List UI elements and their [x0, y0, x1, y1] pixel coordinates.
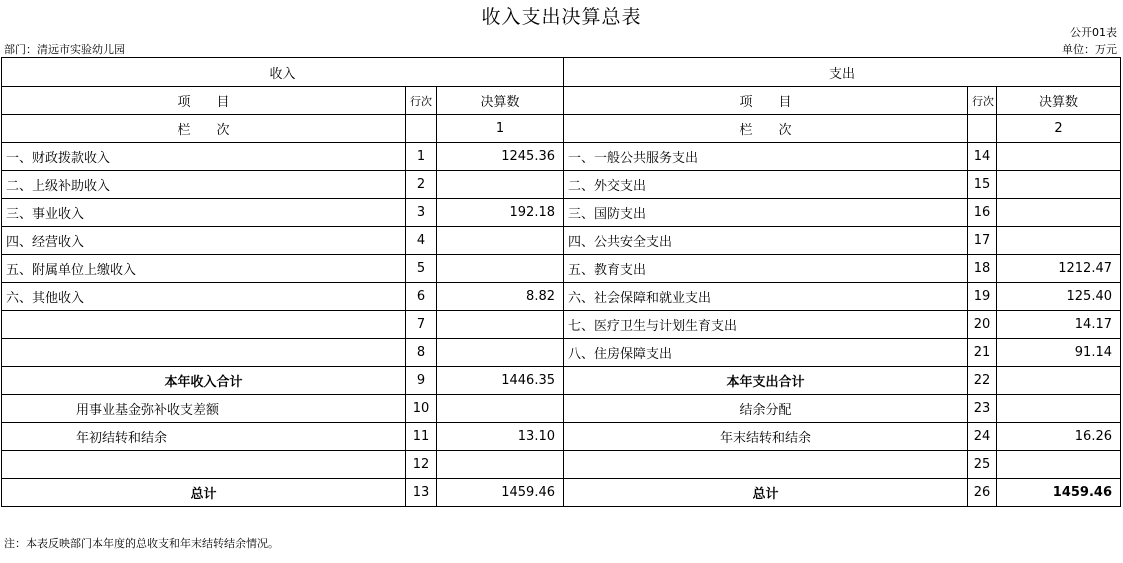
- table-row: [2, 423, 1121, 451]
- table-row: [2, 451, 1121, 479]
- unit-label: 单位：万元: [1062, 43, 1117, 56]
- income-item: 用事业基金弥补收支差额: [2, 395, 406, 423]
- income-amount: [437, 227, 564, 255]
- income-row-no: 1: [406, 143, 437, 171]
- column-header-row: [2, 87, 1121, 115]
- income-amount: 8.82: [437, 283, 564, 311]
- income-item: 四、经营收入: [2, 227, 406, 255]
- income-row-no: 7: [406, 311, 437, 339]
- expense-column-number: 2: [997, 115, 1121, 143]
- income-row-no-header: 行次: [406, 87, 437, 115]
- expense-row-no: 16: [968, 199, 997, 227]
- table-row: [2, 339, 1121, 367]
- income-item: 五、附属单位上缴收入: [2, 255, 406, 283]
- section-header-row: [2, 58, 1121, 87]
- expense-amount: 14.17: [997, 311, 1121, 339]
- expense-item: 本年支出合计: [564, 367, 968, 395]
- expense-amount-header: 决算数: [997, 87, 1121, 115]
- income-amount: [437, 339, 564, 367]
- expense-row-no: 15: [968, 171, 997, 199]
- income-item: 三、事业收入: [2, 199, 406, 227]
- page-title: 收入支出决算总表: [481, 6, 642, 28]
- expense-item: 总计: [564, 479, 968, 507]
- expense-item-header: 项 目: [564, 87, 968, 115]
- expense-row-no: 22: [968, 367, 997, 395]
- expense-amount: [997, 199, 1121, 227]
- income-row-no: 4: [406, 227, 437, 255]
- income-amount: [437, 255, 564, 283]
- expense-row-no-header: 行次: [968, 87, 997, 115]
- income-amount: [437, 451, 564, 479]
- income-amount: [437, 171, 564, 199]
- table-row: [2, 311, 1121, 339]
- income-row-no: 13: [406, 479, 437, 507]
- expense-amount: 91.14: [997, 339, 1121, 367]
- income-row-no: 5: [406, 255, 437, 283]
- income-item-header: 项 目: [2, 87, 406, 115]
- expense-amount: [997, 451, 1121, 479]
- income-item: 二、上级补助收入: [2, 171, 406, 199]
- income-item: [2, 451, 406, 479]
- income-row-no: 2: [406, 171, 437, 199]
- expense-item: 一、一般公共服务支出: [564, 143, 968, 171]
- expense-amount: [997, 367, 1121, 395]
- expense-column-blank: [968, 115, 997, 143]
- income-amount: 13.10: [437, 423, 564, 451]
- income-amount: [437, 311, 564, 339]
- table-note: 注：本表反映部门本年度的总收支和年末结转结余情况。: [4, 537, 279, 550]
- income-row-no: 3: [406, 199, 437, 227]
- expense-item: 八、住房保障支出: [564, 339, 968, 367]
- income-expense-table: [1, 57, 1121, 507]
- expense-row-no: 26: [968, 479, 997, 507]
- table-row: [2, 395, 1121, 423]
- expense-item: 五、教育支出: [564, 255, 968, 283]
- table-row: [2, 283, 1121, 311]
- expense-item: 六、社会保障和就业支出: [564, 283, 968, 311]
- income-item: [2, 339, 406, 367]
- income-row-no: 12: [406, 451, 437, 479]
- income-item: 六、其他收入: [2, 283, 406, 311]
- expense-item: 结余分配: [564, 395, 968, 423]
- income-amount: 1459.46: [437, 479, 564, 507]
- expense-amount: [997, 171, 1121, 199]
- form-code: 公开01表: [1070, 26, 1117, 39]
- expense-row-no: 14: [968, 143, 997, 171]
- expense-row-no: 18: [968, 255, 997, 283]
- expense-row-no: 21: [968, 339, 997, 367]
- expense-row-no: 25: [968, 451, 997, 479]
- expense-amount: 16.26: [997, 423, 1121, 451]
- income-amount-header: 决算数: [437, 87, 564, 115]
- expense-item: [564, 451, 968, 479]
- table-row: [2, 255, 1121, 283]
- expense-row-no: 19: [968, 283, 997, 311]
- income-row-no: 11: [406, 423, 437, 451]
- expense-amount: [997, 227, 1121, 255]
- expense-item: 四、公共安全支出: [564, 227, 968, 255]
- income-column-label: 栏 次: [2, 115, 406, 143]
- expense-amount: 125.40: [997, 283, 1121, 311]
- income-column-number: 1: [437, 115, 564, 143]
- income-item: 本年收入合计: [2, 367, 406, 395]
- income-row-no: 8: [406, 339, 437, 367]
- expense-column-label: 栏 次: [564, 115, 968, 143]
- income-item: 总计: [2, 479, 406, 507]
- table-row: [2, 143, 1121, 171]
- expense-row-no: 23: [968, 395, 997, 423]
- expense-amount: 1459.46: [997, 479, 1121, 507]
- expense-amount: 1212.47: [997, 255, 1121, 283]
- income-item: 年初结转和结余: [2, 423, 406, 451]
- expense-item: 年末结转和结余: [564, 423, 968, 451]
- expense-row-no: 24: [968, 423, 997, 451]
- income-item: 一、财政拨款收入: [2, 143, 406, 171]
- income-row-no: 9: [406, 367, 437, 395]
- income-row-no: 10: [406, 395, 437, 423]
- subtotal-row: [2, 367, 1121, 395]
- total-row: [2, 479, 1121, 507]
- income-item: [2, 311, 406, 339]
- income-column-blank: [406, 115, 437, 143]
- column-number-row: [2, 115, 1121, 143]
- expense-row-no: 20: [968, 311, 997, 339]
- expense-amount: [997, 143, 1121, 171]
- expense-item: 二、外交支出: [564, 171, 968, 199]
- income-amount: [437, 395, 564, 423]
- table-row: [2, 199, 1121, 227]
- expense-row-no: 17: [968, 227, 997, 255]
- table-row: [2, 227, 1121, 255]
- income-amount: 1245.36: [437, 143, 564, 171]
- table-row: [2, 171, 1121, 199]
- income-section-header: 收入: [2, 58, 564, 87]
- expense-section-header: 支出: [564, 58, 1121, 87]
- department-label: 部门：清远市实验幼儿园: [4, 43, 125, 56]
- expense-amount: [997, 395, 1121, 423]
- expense-item: 三、国防支出: [564, 199, 968, 227]
- income-amount: 1446.35: [437, 367, 564, 395]
- income-amount: 192.18: [437, 199, 564, 227]
- income-row-no: 6: [406, 283, 437, 311]
- expense-item: 七、医疗卫生与计划生育支出: [564, 311, 968, 339]
